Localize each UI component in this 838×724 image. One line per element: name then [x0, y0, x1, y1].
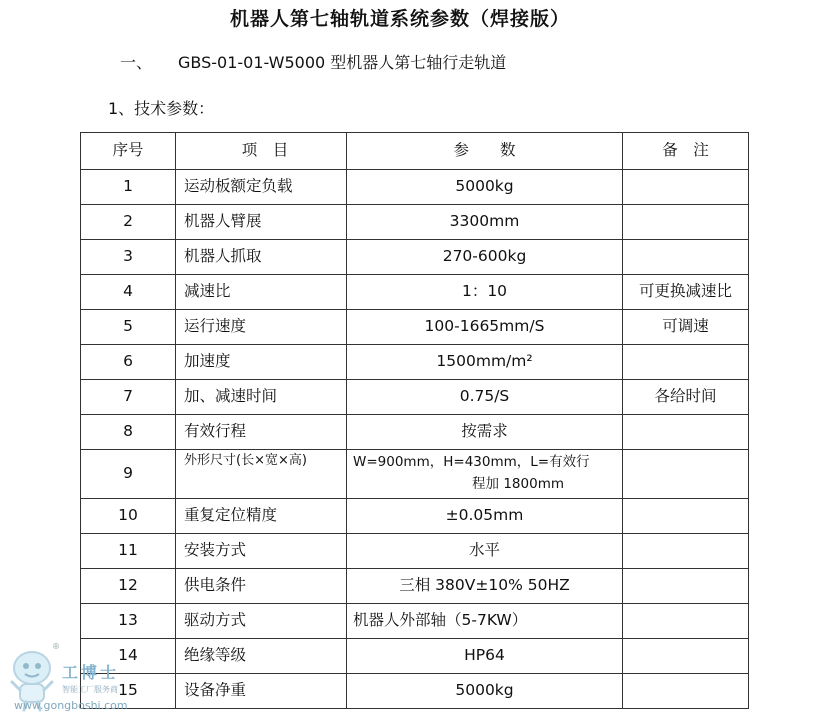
row-value: 5000kg: [347, 170, 623, 205]
row-note: [623, 450, 749, 499]
header-item: 项 目: [176, 133, 347, 170]
row-value-line-2: 程加 1800mm: [472, 476, 564, 492]
subsection-heading: 1、技术参数：: [108, 99, 215, 118]
row-index: 2: [81, 205, 176, 240]
row-value: [347, 450, 623, 499]
row-note: [623, 345, 749, 380]
table-row: [81, 415, 749, 450]
row-note: [623, 170, 749, 205]
watermark-brand: 工博士: [62, 663, 120, 682]
row-index: 9: [81, 450, 176, 499]
row-note: [623, 205, 749, 240]
row-note: 各给时间: [623, 380, 749, 415]
row-item: 加、减速时间: [176, 380, 347, 415]
row-index: 10: [81, 499, 176, 534]
section-number: 一、: [120, 53, 153, 72]
table-row: [81, 450, 749, 499]
row-value: 三相 380V±10% 50HZ: [347, 569, 623, 604]
row-value: 1：10: [347, 275, 623, 310]
row-value-line-1: W=900mm，H=430mm，L=有效行: [353, 454, 590, 471]
section-text: GBS-01-01-W5000 型机器人第七轴行走轨道: [178, 53, 507, 72]
table-row: [81, 569, 749, 604]
watermark-url: www.gongboshi.com: [14, 699, 128, 712]
row-value: ±0.05mm: [347, 499, 623, 534]
row-item: 有效行程: [176, 415, 347, 450]
watermark-tagline: 智能工厂服务商: [62, 685, 118, 694]
table-row: [81, 310, 749, 345]
table-row: [81, 345, 749, 380]
row-index: 1: [81, 170, 176, 205]
row-item: 机器人抓取: [176, 240, 347, 275]
row-item: 设备净重: [176, 674, 347, 709]
row-item: 供电条件: [176, 569, 347, 604]
row-item: 减速比: [176, 275, 347, 310]
table-row: [81, 604, 749, 639]
row-note: [623, 415, 749, 450]
row-note: [623, 240, 749, 275]
row-item: 机器人臂展: [176, 205, 347, 240]
row-note: [623, 604, 749, 639]
table-row: [81, 674, 749, 709]
row-index: 6: [81, 345, 176, 380]
row-value: 5000kg: [347, 674, 623, 709]
technical-parameters-table: [80, 132, 749, 709]
row-item: 重复定位精度: [176, 499, 347, 534]
row-item: 安装方式: [176, 534, 347, 569]
registered-mark: ®: [52, 642, 60, 651]
table-row: [81, 639, 749, 674]
row-value: 3300mm: [347, 205, 623, 240]
row-value: 100-1665mm/S: [347, 310, 623, 345]
row-note: [623, 534, 749, 569]
row-value: 0.75/S: [347, 380, 623, 415]
row-index: 14: [81, 639, 176, 674]
row-item: 驱动方式: [176, 604, 347, 639]
row-value: 机器人外部轴（5-7KW）: [347, 604, 623, 639]
row-note: [623, 674, 749, 709]
row-index: 12: [81, 569, 176, 604]
table-row: [81, 534, 749, 569]
row-index: 7: [81, 380, 176, 415]
row-item: 运动板额定负载: [176, 170, 347, 205]
table-row: [81, 380, 749, 415]
row-index: 3: [81, 240, 176, 275]
row-value: 水平: [347, 534, 623, 569]
table-row: [81, 205, 749, 240]
section-heading: [120, 50, 506, 73]
row-value: 1500mm/m²: [347, 345, 623, 380]
row-index: 13: [81, 604, 176, 639]
row-value: 按需求: [347, 415, 623, 450]
table-row: [81, 240, 749, 275]
row-value: 270-600kg: [347, 240, 623, 275]
row-note: 可调速: [623, 310, 749, 345]
row-note: 可更换减速比: [623, 275, 749, 310]
row-index: 11: [81, 534, 176, 569]
table-row: [81, 499, 749, 534]
row-note: [623, 569, 749, 604]
document-title: 机器人第七轴轨道系统参数（焊接版）: [229, 8, 570, 30]
row-item: 加速度: [176, 345, 347, 380]
table-row: [81, 170, 749, 205]
row-item: 外形尺寸(长×宽×高): [176, 450, 347, 499]
table-row: [81, 275, 749, 310]
row-index: 4: [81, 275, 176, 310]
row-index: 5: [81, 310, 176, 345]
table-header-row: [81, 133, 749, 170]
row-note: [623, 639, 749, 674]
row-index: 15: [81, 674, 176, 709]
row-note: [623, 499, 749, 534]
header-value: 参 数: [347, 133, 623, 170]
row-value: HP64: [347, 639, 623, 674]
row-item: 绝缘等级: [176, 639, 347, 674]
row-item: 运行速度: [176, 310, 347, 345]
row-index: 8: [81, 415, 176, 450]
header-note: 备 注: [623, 133, 749, 170]
header-index: 序号: [81, 133, 176, 170]
